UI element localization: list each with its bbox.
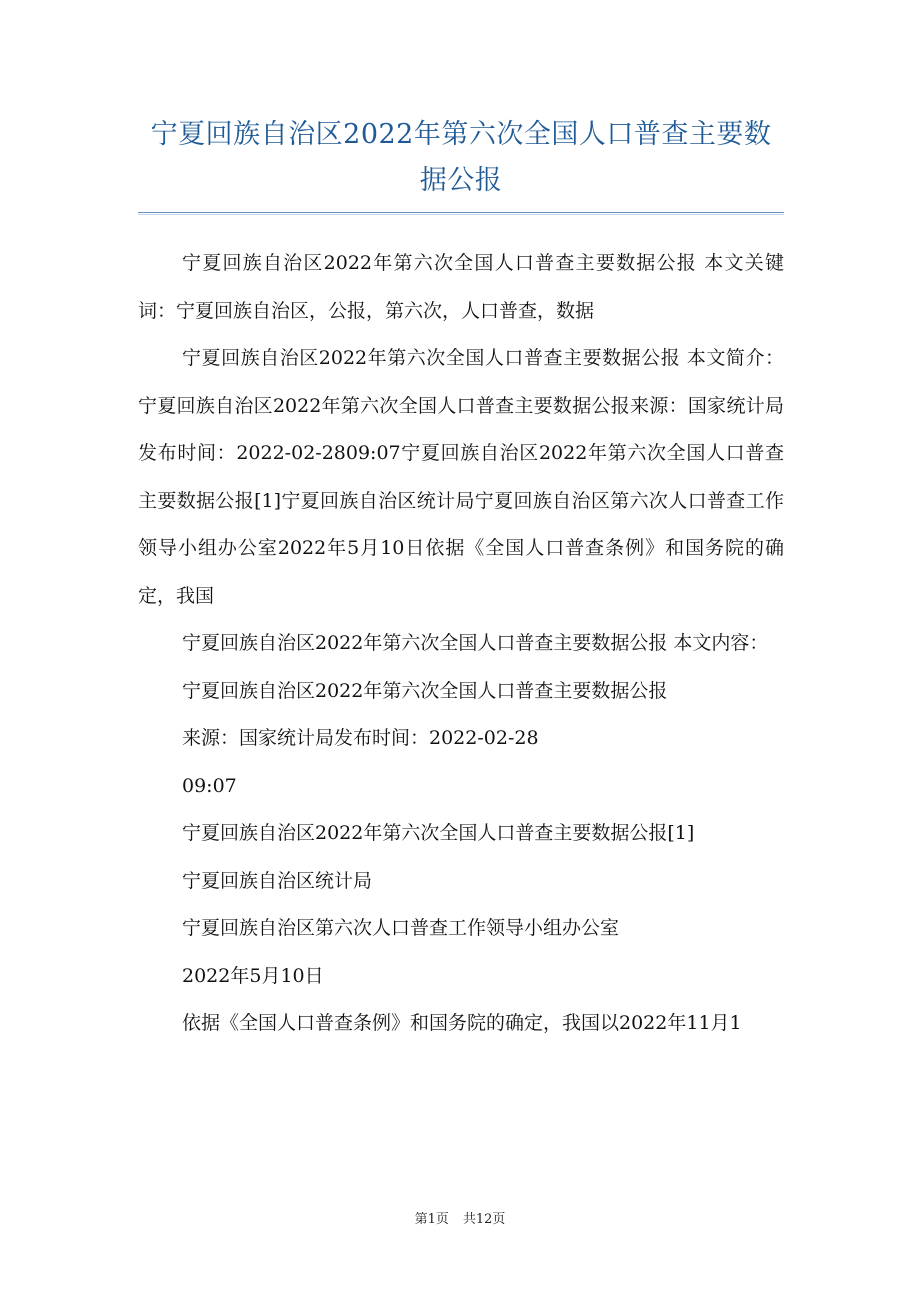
paragraph-time: 09:07 [182,774,237,797]
paragraph-keywords: 宁夏回族自治区2022年第六次全国人口普查主要数据公报 本文关键词：宁夏回族自治区，公报，第六次，人口普查，数据 [138,252,784,322]
paragraph-report-title: 宁夏回族自治区2022年第六次全国人口普查主要数据公报 [182,679,668,702]
document-body [138,240,784,1048]
title-divider [138,212,784,213]
page-number: 第1页 [414,1212,449,1227]
paragraph-report-title-note: 宁夏回族自治区2022年第六次全国人口普查主要数据公报[1] [182,822,695,844]
paragraph-date: 2022年5月10日 [182,964,324,987]
paragraph-issuer-office: 宁夏回族自治区第六次人口普查工作领导小组办公室 [182,917,620,939]
page-footer [0,1208,920,1227]
paragraph-issuer-bureau: 宁夏回族自治区统计局 [182,869,373,892]
paragraph-content-intro: 宁夏回族自治区2022年第六次全国人口普查主要数据公报 本文内容： [182,632,769,654]
paragraph-basis: 依据《全国人口普查条例》和国务院的确定，我国以2022年11月1 [182,1012,742,1034]
document-title: 宁夏回族自治区2022年第六次全国人口普查主要数据公报 [150,119,772,196]
paragraph-source: 来源：国家统计局发布时间：2022-02-28 [182,727,539,749]
page-total: 共12页 [462,1212,506,1227]
paragraph-summary: 宁夏回族自治区2022年第六次全国人口普查主要数据公报 本文简介：宁夏回族自治区2022年第六次全国人口普查主要数据公报来源：国家统计局发布时间：2022-02-2809:07宁夏回族自治区2022年第六次全国人口普查主要数据公报[1]宁夏回族自治区统计局宁夏回族自治区第六次人口普查工作领导小组办公室2022年5月10日依据《全国人口普查条例》和国务院的确定，我国 [138,347,784,607]
